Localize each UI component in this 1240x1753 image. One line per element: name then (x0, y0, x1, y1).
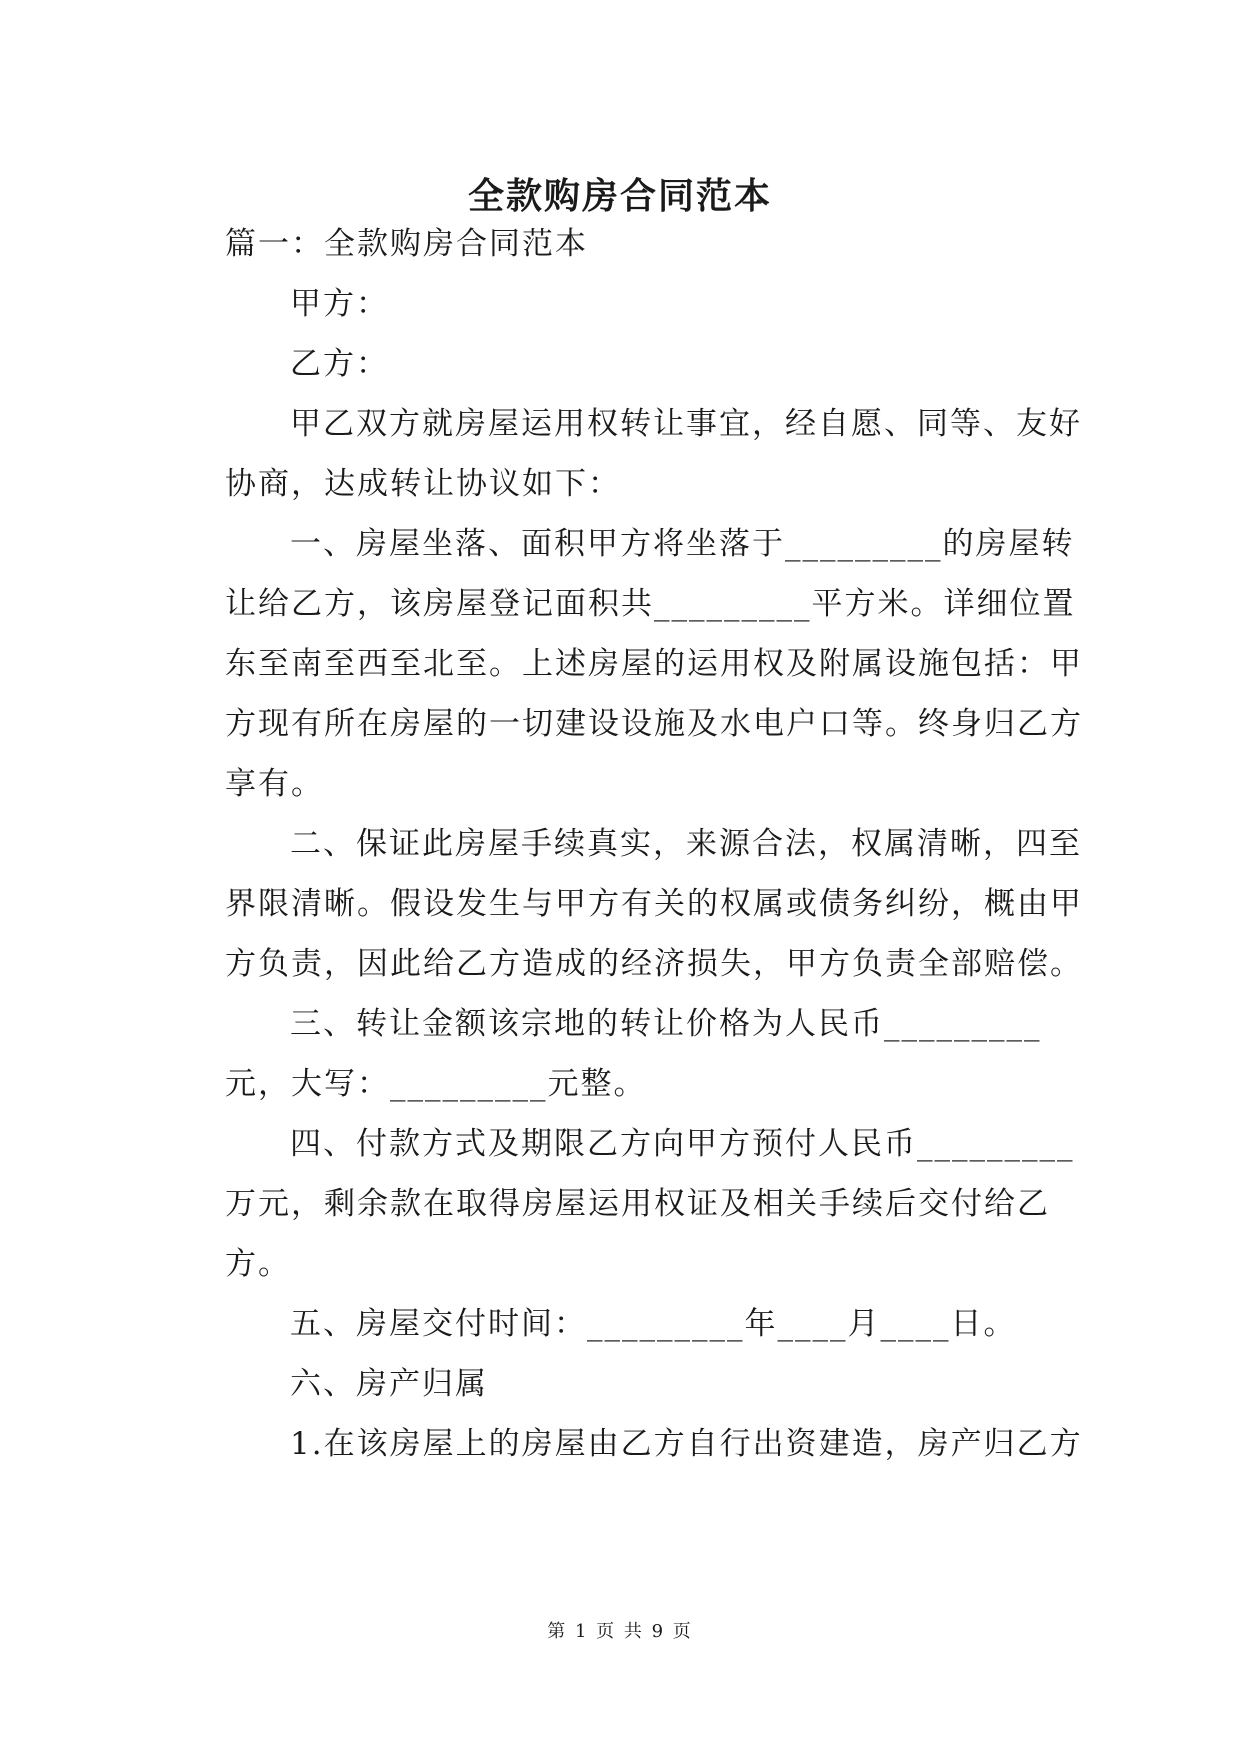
paragraph-line: 二、保证此房屋手续真实，来源合法，权属清晰，四至 (290, 826, 1082, 862)
paragraph-line: 四、付款方式及期限乙方向甲方预付人民币_________ (290, 1126, 1075, 1162)
paragraph-line: 东至南至西至北至。上述房屋的运用权及附属设施包括：甲 (225, 646, 1083, 682)
paragraph-line: 一、房屋坐落、面积甲方将坐落于_________的房屋转 (290, 526, 1075, 562)
page-footer: 第 1 页 共 9 页 (547, 1621, 693, 1642)
paragraph-line: 1.在该房屋上的房屋由乙方自行出资建造，房产归乙方 (290, 1426, 1083, 1462)
paragraph-line: 方负责，因此给乙方造成的经济损失，甲方负责全部赔偿。 (225, 946, 1083, 982)
paragraph-line: 方。 (225, 1246, 291, 1282)
party-b-line: 乙方： (290, 346, 389, 382)
paragraph-line: 六、房产归属 (290, 1366, 488, 1402)
section-heading: 篇一：全款购房合同范本 (225, 226, 588, 262)
paragraph-line: 元，大写：_________元整。 (225, 1066, 647, 1102)
paragraph-line: 界限清晰。假设发生与甲方有关的权属或债务纠纷，概由甲 (225, 886, 1083, 922)
paragraph-line: 甲乙双方就房屋运用权转让事宜，经自愿、同等、友好 (290, 406, 1082, 442)
paragraph-line: 方现有所在房屋的一切建设设施及水电户口等。终身归乙方 (225, 706, 1083, 742)
paragraph-line: 协商，达成转让协议如下： (225, 466, 621, 502)
paragraph-line: 让给乙方，该房屋登记面积共_________平方米。详细位置 (225, 586, 1076, 622)
paragraph-line: 三、转让金额该宗地的转让价格为人民币_________ (290, 1006, 1042, 1042)
paragraph-line: 五、房屋交付时间：_________年____月____日。 (290, 1306, 1017, 1342)
party-a-line: 甲方： (290, 286, 389, 322)
paragraph-line: 享有。 (225, 766, 324, 802)
document-title: 全款购房合同范本 (467, 175, 772, 217)
paragraph-line: 万元，剩余款在取得房屋运用权证及相关手续后交付给乙 (225, 1186, 1050, 1222)
